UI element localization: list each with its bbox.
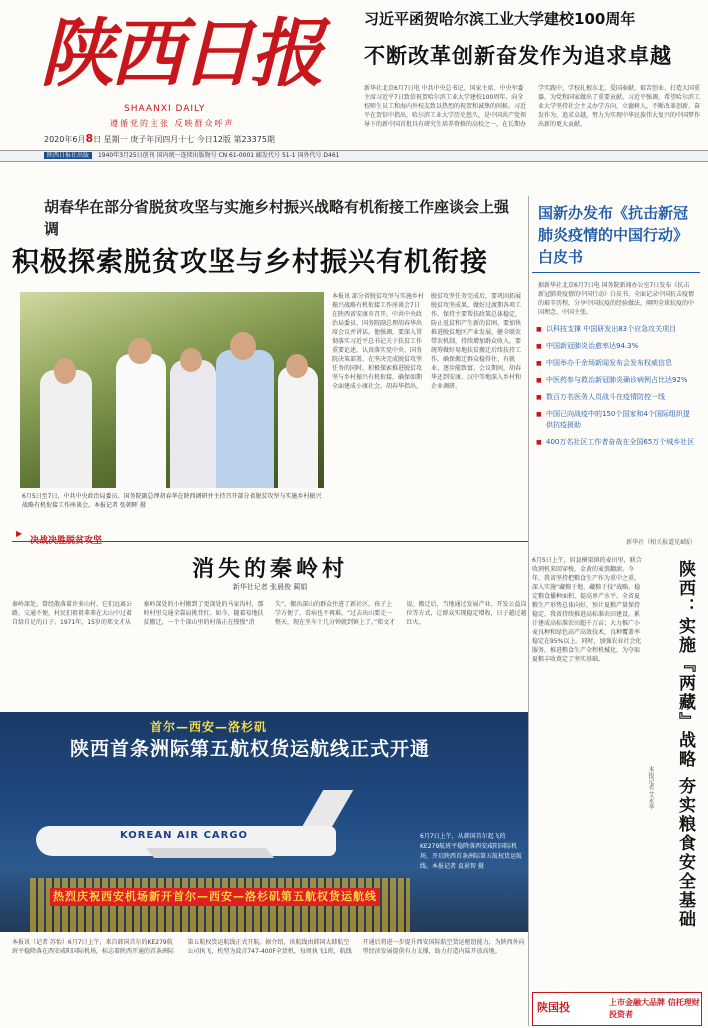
cargo-article-body: 本报讯（记者 苏怡）6月7日上午，来自韩国首尔的KE279航班平稳降落在西安咸阳国际机场，标志着陕西开通的首条洲际第五航权货运航线正式开航。据介绍，该航线由韩国大韩航空公司执飞，机型为波音747-400F全货机，每周执飞1班，航线开通后将进一步提升西安国际航空货运枢纽能力，为陕西外向型经济发展提供有力支撑，助力打造内陆开放高地。 [12,939,525,955]
masthead [0,0,708,150]
photo-figure [116,354,166,488]
photo-figure-head [180,348,202,372]
top-headline-kicker[interactable]: 习近平函贺哈尔滨工业大学建校100周年 [364,10,636,28]
lead-article-body [332,292,524,520]
top-headline[interactable]: 不断改革创新奋发作为追求卓越 [364,44,672,68]
white-paper-source: 新华社（相关报道见8版） [626,539,696,546]
white-paper-box[interactable] [532,198,700,548]
qinling-byline: 新华社记者 张晨俊 蔺娟 [232,583,308,591]
grain-headline[interactable]: 陕西：实施『两藏』战略 夯实粮食安全基础 [675,560,695,929]
white-paper-intro: 据新华社北京6月7日电 国务院新闻办公室7日发布《抗击新冠肺炎疫情的中国行动》白皮书，全面记录中国抗击疫情的艰辛历程，分享中国抗疫的经验做法，阐明全球抗疫的中国理念、中国主张。 [538,282,695,316]
grain-article-body: 6月5日上午，眉县横渠镇的麦田里，联合收割机来回穿梭，金黄的麦浪翻滚。今年，我省坚持把粮食生产作为重中之重，深入实施“藏粮于地、藏粮于技”战略，稳定粮食播种面积，提高单产水平。全省夏粮生产形势总体向好，预计夏粮产量保持稳定。我省持续推进高标准农田建设，累计建成高标准农田超千万亩；大力推广小麦良种和绿色高产高效技术，良种覆盖率稳定在95%以上。同时，加强农业社会化服务，推进粮食生产全程机械化，为夺取夏粮丰收奠定了坚实基础。 [532,557,642,663]
publication-info-bar [0,150,708,162]
section-label[interactable]: ▶ 决战决胜脱贫攻坚 [12,536,102,546]
lead-photo[interactable] [20,292,324,488]
photo-figure-head [230,332,256,360]
list-item[interactable]: ■ 中国新冠肺炎治愈率达94.3% [536,338,696,355]
date-rest: 日 星期一 庚子年闰四月十七 今日12版 第23375期 [93,135,275,144]
column-divider [528,196,529,1026]
qinling-article-body: 秦岭深处，曾经散落着许多山村。它们远离公路，交通不便，村民们祖祖辈辈在大山中过着自给自足的日子。1971年，15岁的郑文才从秦岭深处的小村搬到了更深处的马家沟村，那时村里交通全靠肩挑背扛。如今，随着易地扶贫搬迁，一个个深山里的村落正在慢慢“消失”。搬出深山的群众住进了新社区，孩子上学方便了，看病也不再难。“过去出山要走一整天，现在坐车十几分钟就到镇上了。”郑文才说。搬迁后，当地通过发展产业、开发公益岗位等方式，让群众实现稳定增收，日子越过越红火。 [12,601,527,626]
ad-logo: 陕国投 [537,1001,570,1014]
list-item[interactable]: ■ 中医药参与救治新冠肺炎确诊病例占比达92% [536,372,696,389]
plane-brand: KOREAN AIR CARGO [120,830,249,841]
newspaper-logo[interactable]: 陕西日报 [40,11,320,97]
list-item[interactable]: ■ 数百万名医务人员战斗在疫情防控一线 [536,389,696,406]
issue-dateline [44,132,275,145]
grain-byline: 本报记者 艾永华 [647,766,654,810]
white-paper-highlights [532,321,700,451]
photo-figure-head [128,338,152,364]
photo-figure [170,360,216,488]
date-prefix: 2020年6月 [44,135,86,144]
photo-figure [216,350,274,488]
cargo-feature-photo[interactable] [0,712,528,932]
list-item[interactable]: ■ 中国已向战疫中的150个国家和4个国际组织提供抗疫援助 [536,406,696,434]
photo-figure-head [54,358,76,384]
newspaper-logo-en: SHAANXI DAILY [124,104,206,114]
celebration-banner: 热烈庆祝西安机场新开首尔—西安—洛杉矶第五航权货运航线 [50,888,380,906]
list-item[interactable]: ■ 以科技支撑 中国研发出83个应急攻关项目 [536,321,696,338]
lead-kicker[interactable]: 胡春华在部分省脱贫攻坚与实施乡村振兴战略有机衔接工作座谈会上强调 [44,198,510,238]
lead-photo-caption: 6月5日至7日，中共中央政治局委员、国务院副总理胡春华在陕西调研并主持召开部分省脱贫攻坚与实施乡村振兴战略有机衔接工作座谈会。本报记者 张朝晖 摄 [22,493,322,509]
lead-headline[interactable]: 积极探索脱贫攻坚与乡村振兴有机衔接 [12,247,488,278]
photo-figure-head [286,354,308,378]
photo-figure [278,366,318,488]
plane-wing [146,848,274,858]
cargo-headline[interactable]: 陕西首条洲际第五航权货运航线正式开通 [70,738,431,760]
list-item[interactable]: ■ 中国举办千余场新闻发布会发布权威信息 [536,355,696,372]
newspaper-slogan: 遵循党的主张 反映群众呼声 [110,119,235,128]
advertisement[interactable] [532,992,702,1026]
cargo-kicker: 首尔—西安—洛杉矶 [150,720,268,734]
date-day: 8 [85,132,94,145]
cargo-photo-caption: 6月7日上午，从韩国首尔起飞的KE279航班平稳降落西安咸阳国际机场，开启陕西首条洲际第五航权货运航线。本报记者 袁景智 摄 [420,833,523,870]
photo-figure [40,370,92,488]
grain-story [532,556,702,986]
lead-article-text: 本报讯 部分省脱贫攻坚与实施乡村振兴战略有机衔接工作座谈会7日在陕西省安康市召开。中共中央政治局委员、国务院副总理胡春华出席会议并讲话。他强调，要深入贯彻落实习近平总书记关于扶贫工作重要论述，认真落实党中央、国务院决策部署，在坚决完成脱贫攻坚任务的同时，积极探索推进脱贫攻坚与乡村振兴有机衔接，确保如期全面建成小康社会。胡春华指出，脱贫攻坚任务完成后，要巩固拓展脱贫攻坚成果，做好过渡期各项工作，保持主要帮扶政策总体稳定，防止返贫和产生新的贫困。要加快推进脱贫地区产业发展，健全联农带农机制，持续增加群众收入。要统筹做好易地扶贫搬迁后续扶持工作，确保搬迁群众稳得住、有就业、逐步能致富。会议期间，胡春华还到安康、汉中等地深入乡村和企业调研。 [332,293,522,390]
publication-info: 1940年3月25日创刊 国内统一连续出版物号 CN 61-0001 邮发代号 51-1 国外代号 D461 [97,152,340,159]
publisher-tag: 陕西日报社出版 [44,152,92,159]
list-item[interactable]: ■ 400万名社区工作者奋战在全国65万个城乡社区 [536,434,696,451]
top-article-body: 新华社北京6月7日电 中共中央总书记、国家主席、中央军委主席习近平7日致信祝贺哈尔滨工业大学建校100周年，向全校师生员工和海内外校友致以热烈的祝贺和诚挚的问候。习近平在贺信中指出，哈尔滨工业大学历史悠久，是中国共产党领导下的新中国首批具有研究生培养资格的高校之一，在长期办学实践中，学校扎根东北、爱国奉献，艰苦创业、打造大国重器，为党和国家做出了重要贡献。习近平强调，希望哈尔滨工业大学坚持社会主义办学方向，立德树人，不断改革创新、奋发作为、追求卓越，努力为实现中华民族伟大复兴的中国梦作出新的更大贡献。 [364,85,701,128]
qinling-headline[interactable]: 消失的秦岭村 [191,557,348,582]
white-paper-title[interactable]: 国新办发布《抗击新冠肺炎疫情的中国行动》白皮书 [532,198,700,273]
ad-text: 上市金融大品牌 信托理财投资者 [609,998,700,1019]
section-bar [12,528,528,546]
